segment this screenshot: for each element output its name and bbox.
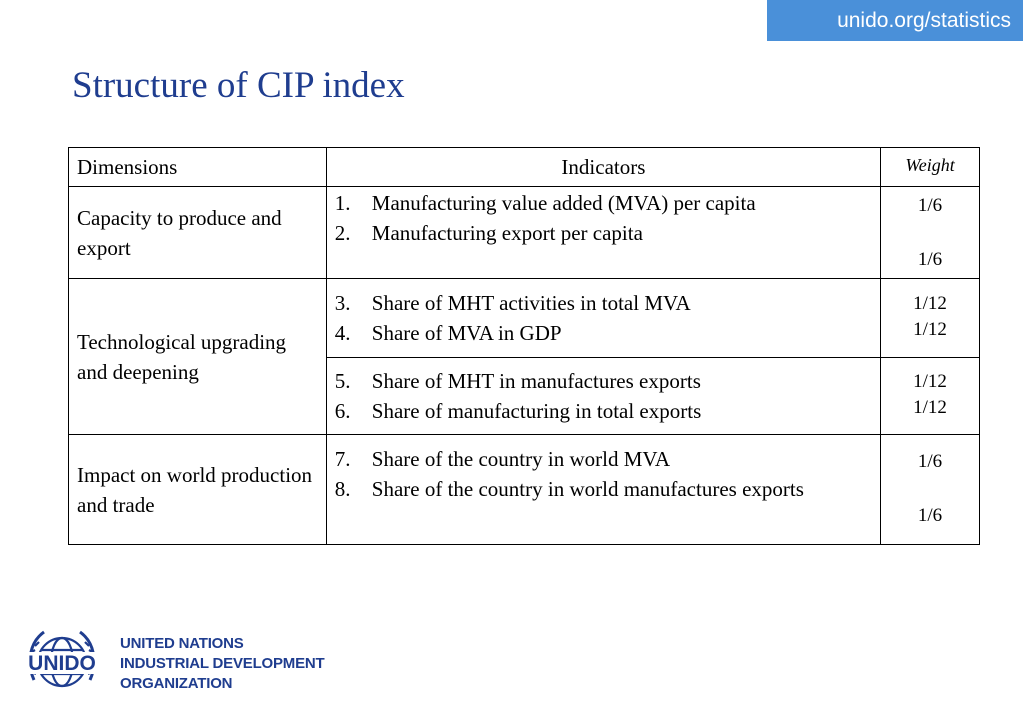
weight-value: 1/12 — [913, 319, 947, 340]
dimension-cell — [69, 279, 327, 435]
indicator-text: Manufacturing value added (MVA) per capita — [371, 191, 756, 215]
cip-structure-table — [68, 147, 980, 545]
indicator-number: 7. — [334, 447, 351, 471]
indicator-item — [327, 444, 880, 474]
unido-logo — [20, 622, 410, 706]
indicator-number: 8. — [334, 477, 351, 501]
indicators-cell — [326, 187, 880, 279]
weight-value: 1/12 — [913, 371, 947, 392]
indicators-cell — [326, 435, 880, 545]
indicator-text: Share of MHT activities in total MVA — [371, 291, 691, 315]
indicator-number: 4. — [334, 321, 351, 345]
dimension-label: Capacity to produce and export — [77, 206, 282, 260]
page-title: Structure of CIP index — [72, 65, 405, 106]
header-indicators: Indicators — [326, 148, 880, 187]
dimension-label: Technological upgrading and deepening — [77, 329, 287, 384]
weight-value: 1/6 — [917, 249, 943, 270]
indicator-text: Manufacturing export per capita — [371, 221, 643, 245]
weight-value: 1/6 — [917, 505, 943, 526]
indicator-item — [327, 396, 880, 426]
un-emblem-icon — [20, 622, 104, 706]
indicator-item — [327, 218, 880, 248]
table-header-row — [69, 148, 980, 187]
org-name — [120, 634, 410, 694]
indicator-item — [327, 188, 880, 218]
indicator-item — [327, 318, 880, 348]
org-line-1: UNITED NATIONS — [120, 635, 244, 652]
indicator-number: 1. — [334, 191, 351, 215]
weight-cell — [881, 358, 980, 435]
table-row — [69, 435, 980, 545]
weight-value: 1/6 — [917, 195, 943, 216]
org-line-2: INDUSTRIAL DEVELOPMENT ORGANIZATION — [120, 655, 325, 692]
dimension-label: Impact on world production and trade — [77, 462, 313, 517]
indicator-number: 3. — [334, 291, 351, 315]
weight-value: 1/12 — [913, 293, 947, 314]
indicators-cell — [326, 358, 880, 435]
dimension-cell — [69, 187, 327, 279]
table-row — [69, 187, 980, 279]
indicator-text: Share of MVA in GDP — [371, 321, 562, 345]
indicator-item — [327, 288, 880, 318]
indicator-text: Share of manufacturing in total exports — [371, 399, 702, 423]
indicator-text: Share of MHT in manufactures exports — [371, 369, 701, 393]
site-url-label: unido.org/statistics — [837, 8, 1011, 32]
indicators-cell — [326, 279, 880, 358]
indicator-text: Share of the country in world manufactures exports — [371, 477, 804, 501]
weight-cell — [881, 187, 980, 279]
indicator-number: 6. — [334, 399, 351, 423]
weight-value: 1/12 — [913, 397, 947, 418]
indicator-item — [327, 474, 880, 504]
header-weight: Weight — [881, 148, 980, 187]
indicator-item — [327, 366, 880, 396]
table-row — [69, 279, 980, 358]
header-dimensions: Dimensions — [69, 148, 327, 187]
site-url-tab[interactable] — [767, 0, 1023, 41]
indicator-number: 5. — [334, 369, 351, 393]
logo-wordmark: UNIDO — [28, 652, 96, 675]
dimension-cell — [69, 435, 327, 545]
indicator-number: 2. — [334, 221, 351, 245]
weight-cell — [881, 279, 980, 358]
weight-value: 1/6 — [917, 451, 943, 472]
indicator-text: Share of the country in world MVA — [371, 447, 671, 471]
weight-cell — [881, 435, 980, 545]
